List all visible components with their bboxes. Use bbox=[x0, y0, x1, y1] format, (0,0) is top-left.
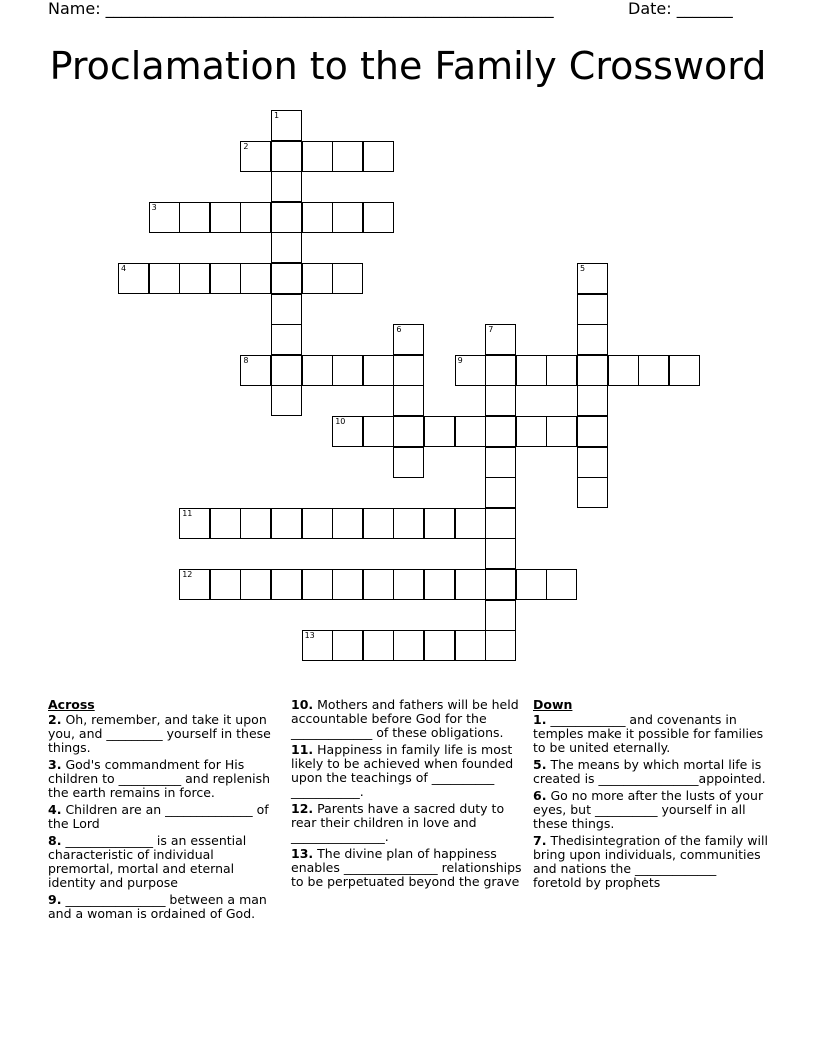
clue-number: 9. bbox=[48, 892, 62, 907]
grid-cell[interactable] bbox=[240, 355, 271, 386]
grid-cell[interactable] bbox=[485, 385, 516, 416]
grid-cell[interactable] bbox=[393, 508, 424, 539]
clue-text: ____________ and covenants in temples make it possible for families to be united eternally. bbox=[533, 712, 764, 755]
across-clue bbox=[291, 802, 526, 844]
grid-cell[interactable] bbox=[271, 508, 302, 539]
grid-cell[interactable] bbox=[179, 202, 210, 233]
grid-cell[interactable] bbox=[271, 294, 302, 325]
clue-text: ________________ between a man and a woman is ordained of God. bbox=[48, 892, 267, 921]
grid-cell[interactable] bbox=[302, 508, 333, 539]
grid-cell[interactable] bbox=[393, 569, 424, 600]
grid-cell[interactable] bbox=[608, 355, 639, 386]
grid-cell[interactable] bbox=[516, 355, 547, 386]
cell-number: 6 bbox=[396, 325, 402, 335]
clue-number: 3. bbox=[48, 757, 62, 772]
grid-cell[interactable] bbox=[516, 416, 547, 447]
grid-cell[interactable] bbox=[424, 630, 455, 661]
grid-cell[interactable] bbox=[577, 324, 608, 355]
grid-cell[interactable] bbox=[302, 141, 333, 172]
grid-cell[interactable] bbox=[577, 355, 608, 386]
grid-cell[interactable] bbox=[332, 630, 363, 661]
grid-cell[interactable] bbox=[271, 232, 302, 263]
grid-cell[interactable] bbox=[271, 171, 302, 202]
grid-cell[interactable] bbox=[485, 569, 516, 600]
down-clue bbox=[533, 758, 768, 786]
down-clue bbox=[533, 713, 768, 755]
grid-cell[interactable] bbox=[363, 630, 394, 661]
clue-text: The divine plan of happiness enables _______________ relationships to be perpetuated beyond the grave bbox=[291, 846, 522, 889]
grid-cell[interactable] bbox=[332, 416, 363, 447]
grid-cell[interactable] bbox=[302, 202, 333, 233]
grid-cell[interactable] bbox=[424, 416, 455, 447]
clue-text: Go no more after the lusts of your eyes, but __________ yourself in all these things. bbox=[533, 788, 764, 831]
grid-cell[interactable] bbox=[271, 110, 302, 141]
across-heading: Across bbox=[48, 697, 95, 712]
grid-cell[interactable] bbox=[485, 508, 516, 539]
grid-cell[interactable] bbox=[240, 569, 271, 600]
grid-cell[interactable] bbox=[271, 202, 302, 233]
down-clue bbox=[533, 834, 768, 890]
grid-cell[interactable] bbox=[393, 630, 424, 661]
grid-cell[interactable] bbox=[455, 508, 486, 539]
grid-cell[interactable] bbox=[302, 355, 333, 386]
clue-number: 12. bbox=[291, 801, 314, 816]
grid-cell[interactable] bbox=[546, 355, 577, 386]
grid-cell[interactable] bbox=[485, 447, 516, 478]
grid-cell[interactable] bbox=[149, 263, 180, 294]
grid-cell[interactable] bbox=[485, 600, 516, 631]
cell-number: 8 bbox=[243, 355, 249, 365]
grid-cell[interactable] bbox=[363, 416, 394, 447]
grid-cell[interactable] bbox=[485, 477, 516, 508]
clue-text: Mothers and fathers will be held accountable before God for the _____________ of these obligations. bbox=[291, 697, 519, 740]
cell-number: 9 bbox=[457, 355, 463, 365]
grid-cell[interactable] bbox=[179, 508, 210, 539]
grid-cell[interactable] bbox=[179, 263, 210, 294]
grid-cell[interactable] bbox=[210, 263, 241, 294]
grid-cell[interactable] bbox=[271, 569, 302, 600]
grid-cell[interactable] bbox=[271, 355, 302, 386]
across-clue bbox=[291, 847, 526, 889]
grid-cell[interactable] bbox=[577, 294, 608, 325]
across-clue bbox=[48, 713, 283, 755]
down-clue bbox=[533, 789, 768, 831]
grid-cell[interactable] bbox=[393, 416, 424, 447]
clue-text: The means by which mortal life is created is ________________appointed. bbox=[533, 757, 766, 786]
clue-text: Oh, remember, and take it upon you, and _________ yourself in these things. bbox=[48, 712, 271, 755]
grid-cell[interactable] bbox=[363, 141, 394, 172]
grid-cell[interactable] bbox=[485, 416, 516, 447]
grid-cell[interactable] bbox=[240, 141, 271, 172]
grid-cell[interactable] bbox=[210, 202, 241, 233]
clue-number: 2. bbox=[48, 712, 62, 727]
grid-cell[interactable] bbox=[485, 324, 516, 355]
cell-number: 4 bbox=[121, 264, 127, 273]
page-title: Proclamation to the Family Crossword bbox=[49, 44, 767, 88]
cell-number: 7 bbox=[488, 325, 494, 335]
clue-text: Parents have a sacred duty to rear their children in love and _______________. bbox=[291, 801, 505, 844]
grid-cell[interactable] bbox=[424, 569, 455, 600]
cell-number: 3 bbox=[151, 202, 157, 212]
clue-number: 11. bbox=[291, 742, 314, 757]
grid-cell[interactable] bbox=[302, 263, 333, 294]
clue-number: 8. bbox=[48, 833, 62, 848]
clue-text: Happiness in family life is most likely to be achieved when founded upon the teachings of __________ ___________. bbox=[291, 742, 514, 799]
clue-text: ______________ is an essential characteristic of individual premortal, mortal and eternal identity and purpose bbox=[48, 833, 247, 890]
clue-number: 4. bbox=[48, 802, 62, 817]
across-clue bbox=[291, 698, 526, 740]
clue-number: 7. bbox=[533, 833, 547, 848]
across-clue bbox=[48, 758, 283, 800]
grid-cell[interactable] bbox=[485, 538, 516, 569]
clue-text: Children are an ______________ of the Lord bbox=[48, 802, 269, 831]
name-field-label: Name: ________________________________________________________ bbox=[48, 0, 554, 18]
grid-cell[interactable] bbox=[271, 141, 302, 172]
date-field-label: Date: _______ bbox=[628, 0, 733, 18]
grid-cell[interactable] bbox=[363, 508, 394, 539]
across-clues-column bbox=[48, 698, 283, 924]
grid-cell[interactable] bbox=[485, 355, 516, 386]
grid-cell[interactable] bbox=[455, 355, 486, 386]
grid-cell[interactable] bbox=[271, 385, 302, 416]
grid-cell[interactable] bbox=[546, 416, 577, 447]
grid-cell[interactable] bbox=[179, 569, 210, 600]
grid-cell[interactable] bbox=[516, 569, 547, 600]
grid-cell[interactable] bbox=[210, 508, 241, 539]
grid-cell[interactable] bbox=[669, 355, 700, 386]
clue-number: 6. bbox=[533, 788, 547, 803]
grid-cell[interactable] bbox=[332, 569, 363, 600]
grid-cell[interactable] bbox=[393, 355, 424, 386]
grid-cell[interactable] bbox=[240, 508, 271, 539]
grid-cell[interactable] bbox=[363, 202, 394, 233]
clue-number: 5. bbox=[533, 757, 547, 772]
grid-cell[interactable] bbox=[332, 263, 363, 294]
grid-cell[interactable] bbox=[577, 385, 608, 416]
grid-cell[interactable] bbox=[577, 416, 608, 447]
down-heading: Down bbox=[533, 697, 573, 712]
grid-cell[interactable] bbox=[393, 447, 424, 478]
grid-cell[interactable] bbox=[424, 508, 455, 539]
cell-number: 12 bbox=[182, 570, 193, 579]
cell-number: 11 bbox=[182, 508, 193, 518]
grid-cell[interactable] bbox=[332, 141, 363, 172]
grid-cell[interactable] bbox=[455, 416, 486, 447]
down-clues-column bbox=[533, 698, 768, 893]
cell-number: 10 bbox=[335, 417, 346, 426]
grid-cell[interactable] bbox=[302, 630, 333, 661]
grid-cell[interactable] bbox=[363, 569, 394, 600]
grid-cell[interactable] bbox=[638, 355, 669, 386]
grid-cell[interactable] bbox=[546, 569, 577, 600]
grid-cell[interactable] bbox=[240, 202, 271, 233]
grid-cell[interactable] bbox=[302, 569, 333, 600]
across-clue bbox=[48, 834, 283, 890]
clue-text: God's commandment for His children to __________ and replenish the earth remains in force. bbox=[48, 757, 271, 800]
grid-cell[interactable] bbox=[271, 263, 302, 294]
grid-cell[interactable] bbox=[210, 569, 241, 600]
grid-cell[interactable] bbox=[271, 324, 302, 355]
across-clue bbox=[291, 743, 526, 799]
clue-text: Thedisintegration of the family will bring upon individuals, communities and nations the _____________ foretold by prophets bbox=[533, 833, 768, 890]
grid-cell[interactable] bbox=[577, 263, 608, 294]
across-clues-column-continued bbox=[291, 698, 526, 892]
cell-number: 2 bbox=[243, 141, 249, 151]
grid-cell[interactable] bbox=[455, 569, 486, 600]
cell-number: 5 bbox=[580, 264, 586, 273]
grid-cell[interactable] bbox=[577, 447, 608, 478]
grid-cell[interactable] bbox=[332, 355, 363, 386]
across-clue bbox=[48, 893, 283, 921]
grid-cell[interactable] bbox=[332, 202, 363, 233]
cell-number: 1 bbox=[274, 111, 280, 120]
grid-cell[interactable] bbox=[455, 630, 486, 661]
grid-cell[interactable] bbox=[363, 355, 394, 386]
grid-cell[interactable] bbox=[118, 263, 149, 294]
grid-cell[interactable] bbox=[577, 477, 608, 508]
grid-cell[interactable] bbox=[393, 385, 424, 416]
grid-cell[interactable] bbox=[485, 630, 516, 661]
grid-cell[interactable] bbox=[332, 508, 363, 539]
grid-cell[interactable] bbox=[149, 202, 180, 233]
across-clue bbox=[48, 803, 283, 831]
cell-number: 13 bbox=[304, 631, 315, 641]
clue-number: 13. bbox=[291, 846, 314, 861]
grid-cell[interactable] bbox=[240, 263, 271, 294]
clue-number: 1. bbox=[533, 712, 547, 727]
grid-cell[interactable] bbox=[393, 324, 424, 355]
clue-number: 10. bbox=[291, 697, 314, 712]
